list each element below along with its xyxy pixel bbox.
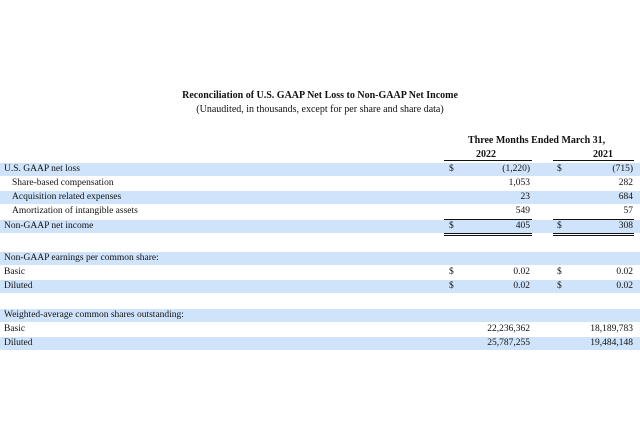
report-title: Reconciliation of U.S. GAAP Net Loss to Non-GAAP Net Income bbox=[182, 90, 458, 101]
row-label: Basic bbox=[4, 324, 26, 334]
value-2021: 0.02 bbox=[616, 267, 633, 277]
value-2021: 308 bbox=[618, 221, 633, 231]
value-2021: 18,189,783 bbox=[590, 324, 633, 334]
currency-symbol: $ bbox=[557, 267, 562, 277]
currency-symbol: $ bbox=[557, 281, 562, 291]
row-label: Diluted bbox=[4, 338, 33, 348]
row-label: Share-based compensation bbox=[12, 178, 114, 188]
value-2021: 19,484,148 bbox=[590, 338, 633, 348]
year-2021-underline bbox=[553, 160, 634, 161]
value-2021: 57 bbox=[623, 206, 633, 216]
value-2021: 282 bbox=[618, 178, 633, 188]
value-2022: 1,053 bbox=[508, 178, 530, 188]
table-row-acquisition bbox=[0, 191, 640, 204]
currency-symbol: $ bbox=[557, 164, 562, 174]
currency-symbol: $ bbox=[449, 221, 454, 231]
value-2021: 0.02 bbox=[616, 281, 633, 291]
value-2022: 0.02 bbox=[513, 267, 530, 277]
table-row-shares-basic bbox=[0, 323, 640, 336]
title-block bbox=[0, 88, 640, 116]
table-row-eps-basic bbox=[0, 266, 640, 279]
currency-symbol: $ bbox=[449, 164, 454, 174]
value-2022: 25,787,255 bbox=[487, 338, 530, 348]
year-2022-header: 2022 bbox=[476, 149, 496, 160]
table-row-amortization bbox=[0, 205, 640, 218]
row-label: Non-GAAP net income bbox=[4, 221, 94, 231]
row-label: Amortization of intangible assets bbox=[12, 206, 138, 216]
value-2022: 23 bbox=[520, 192, 530, 202]
value-2022: 549 bbox=[515, 206, 530, 216]
value-2022: (1,220) bbox=[502, 164, 530, 174]
value-2022: 22,236,362 bbox=[487, 324, 530, 334]
value-2022: 405 bbox=[515, 221, 530, 231]
row-label: Acquisition related expenses bbox=[12, 192, 122, 202]
value-2021: (715) bbox=[612, 164, 633, 174]
total-double-rule-2022 bbox=[444, 233, 532, 236]
table-row-non-gaap-net-income bbox=[0, 220, 640, 233]
section-label: Weighted-average common shares outstanding: bbox=[4, 310, 184, 320]
value-2022: 0.02 bbox=[513, 281, 530, 291]
row-label: U.S. GAAP net loss bbox=[4, 164, 80, 174]
table-row-shares-header bbox=[0, 309, 640, 322]
table-row-gaap-net-loss bbox=[0, 163, 640, 176]
table-row-share-based bbox=[0, 177, 640, 190]
table-row-eps-diluted bbox=[0, 280, 640, 293]
year-2022-underline bbox=[444, 160, 532, 161]
year-2021-header: 2021 bbox=[593, 149, 613, 160]
table-row-eps-header bbox=[0, 252, 640, 265]
currency-symbol: $ bbox=[449, 267, 454, 277]
report-subtitle: (Unaudited, in thousands, except for per share and share data) bbox=[196, 104, 444, 115]
table-row-shares-diluted bbox=[0, 337, 640, 350]
row-label: Diluted bbox=[4, 281, 33, 291]
value-2021: 684 bbox=[618, 192, 633, 202]
row-label: Basic bbox=[4, 267, 26, 277]
currency-symbol: $ bbox=[449, 281, 454, 291]
total-double-rule-2021 bbox=[553, 233, 634, 236]
currency-symbol: $ bbox=[557, 221, 562, 231]
section-label: Non-GAAP earnings per common share: bbox=[4, 253, 159, 263]
period-header: Three Months Ended March 31, bbox=[468, 135, 606, 146]
